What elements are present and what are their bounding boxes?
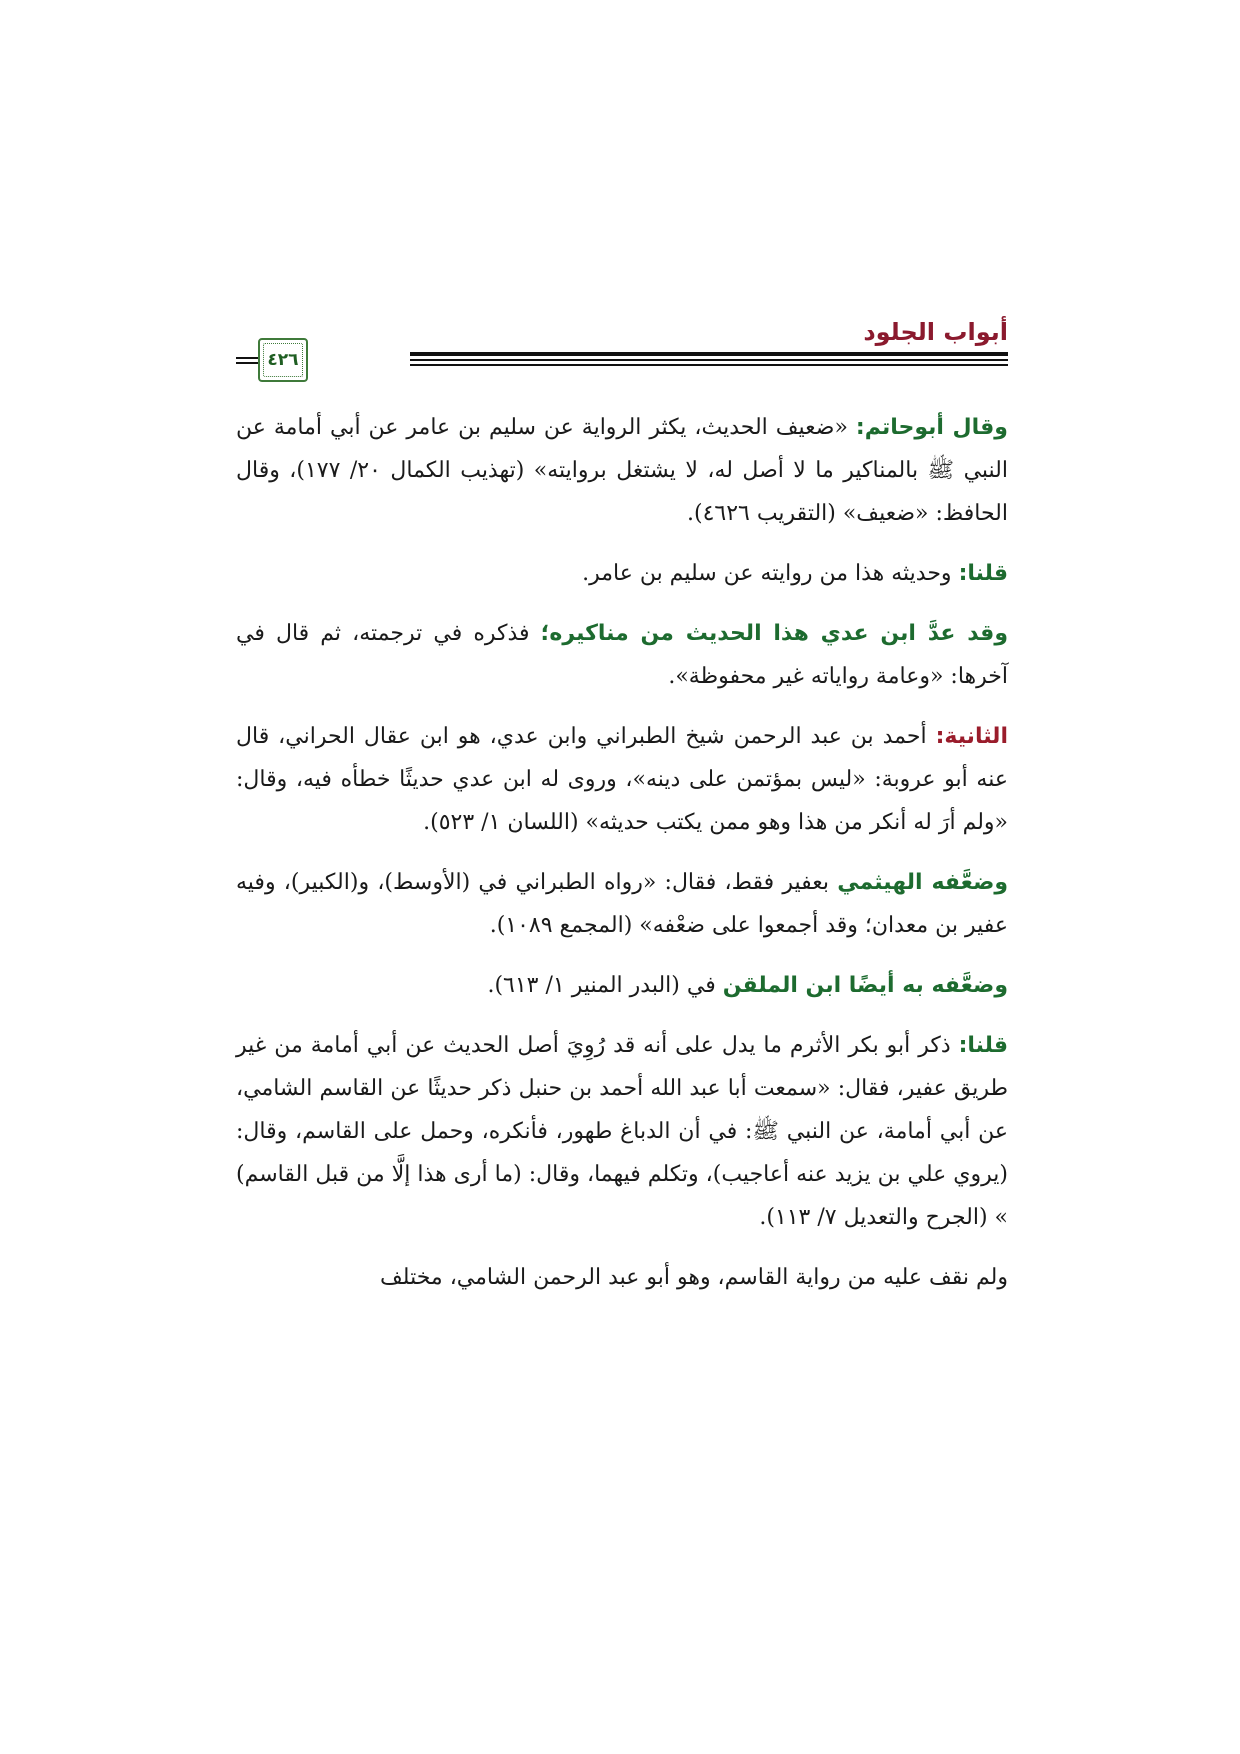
paragraph-text: ولم نقف عليه من رواية القاسم، وهو أبو عبد الرحمن الشامي، مختلف [380, 1265, 1008, 1290]
header-rule-thick [410, 352, 1008, 356]
paragraph-abu-hatim [236, 406, 1008, 535]
paragraph-lead: قلنا: [958, 561, 1008, 586]
running-title: أبواب الجلود [863, 318, 1008, 346]
paragraph-lead: وقد عدَّ ابن عدي هذا الحديث من مناكيره؛ [540, 621, 1008, 646]
header-rule-left [236, 362, 258, 364]
paragraph-text: في (البدر المنير ١/ ٦١٣). [487, 973, 723, 998]
page-header [236, 318, 1008, 392]
page-number: ٤٢٦ [267, 350, 299, 370]
paragraph-text: وحديثه هذا من روايته عن سليم بن عامر. [582, 561, 959, 586]
paragraph-haythami [236, 861, 1008, 947]
paragraph-ibn-mulaqqin [236, 964, 1008, 1007]
paragraph-text: فذكره في ترجمته، ثم قال في آخرها: «وعامة رواياته غير محفوظة». [236, 621, 1008, 689]
paragraph-text: «ضعيف الحديث، يكثر الرواية عن سليم بن عامر عن أبي أمامة عن النبي ﷺ بالمناكير ما لا أصل له، لا يشتغل بروايته» (تهذيب الكمال ٢٠/ ١٧٧)، وقال الحافظ: «ضعيف» (التقريب ٤٦٢٦). [236, 415, 1008, 526]
header-rule-thin [410, 359, 1008, 361]
header-rule-thin [410, 364, 1008, 366]
paragraph-lead: وضعَّفه به أيضًا ابن الملقن [722, 973, 1008, 998]
page-number-frame [258, 338, 308, 382]
paragraph-ibn-adi [236, 612, 1008, 698]
page-body [236, 406, 1008, 1316]
paragraph-lead: وقال أبوحاتم: [855, 415, 1008, 440]
paragraph-text: بعفير فقط، فقال: «رواه الطبراني في (الأوسط)، و(الكبير)، وفيه عفير بن معدان؛ وقد أجمعوا على ضعْفه» (المجمع ١٠٨٩). [236, 870, 1008, 938]
paragraph-lead-name: الهيثمي [837, 870, 932, 895]
paragraph-continuation [236, 1256, 1008, 1299]
paragraph-qulna-2 [236, 1024, 1008, 1239]
paragraph-lead: الثانية: [935, 724, 1008, 749]
page-number-frame-inner [263, 343, 303, 377]
paragraph-qulna-1 [236, 552, 1008, 595]
header-rule-left [236, 357, 258, 359]
paragraph-second [236, 715, 1008, 844]
paragraph-text: أحمد بن عبد الرحمن شيخ الطبراني وابن عدي، هو ابن عقال الحراني، قال عنه أبو عروبة: «ليس بمؤتمن على دينه»، وروى له ابن عدي حديثًا خطأه فيه، وقال: «ولم أرَ له أنكر من هذا وهو ممن يكتب حديثه» (اللسان ١/ ٥٢٣). [236, 724, 1008, 835]
paragraph-lead: قلنا: [958, 1033, 1008, 1058]
paragraph-lead: وضعَّفه [931, 870, 1008, 895]
paragraph-text: ذكر أبو بكر الأثرم ما يدل على أنه قد رُوِيَ أصل الحديث عن أبي أمامة من غير طريق عفير، فقال: «سمعت أبا عبد الله أحمد بن حنبل ذكر حديثًا عن القاسم الشامي، عن أبي أمامة، عن النبي ﷺ: في أن الدباغ طهور، فأنكره، وحمل على القاسم، وقال: (يروي علي بن يزيد عنه أعاجيب)، وتكلم فيهما، وقال: (ما أرى هذا إلَّا من قبل القاسم) » (الجرح والتعديل ٧/ ١١٣). [236, 1033, 1008, 1230]
